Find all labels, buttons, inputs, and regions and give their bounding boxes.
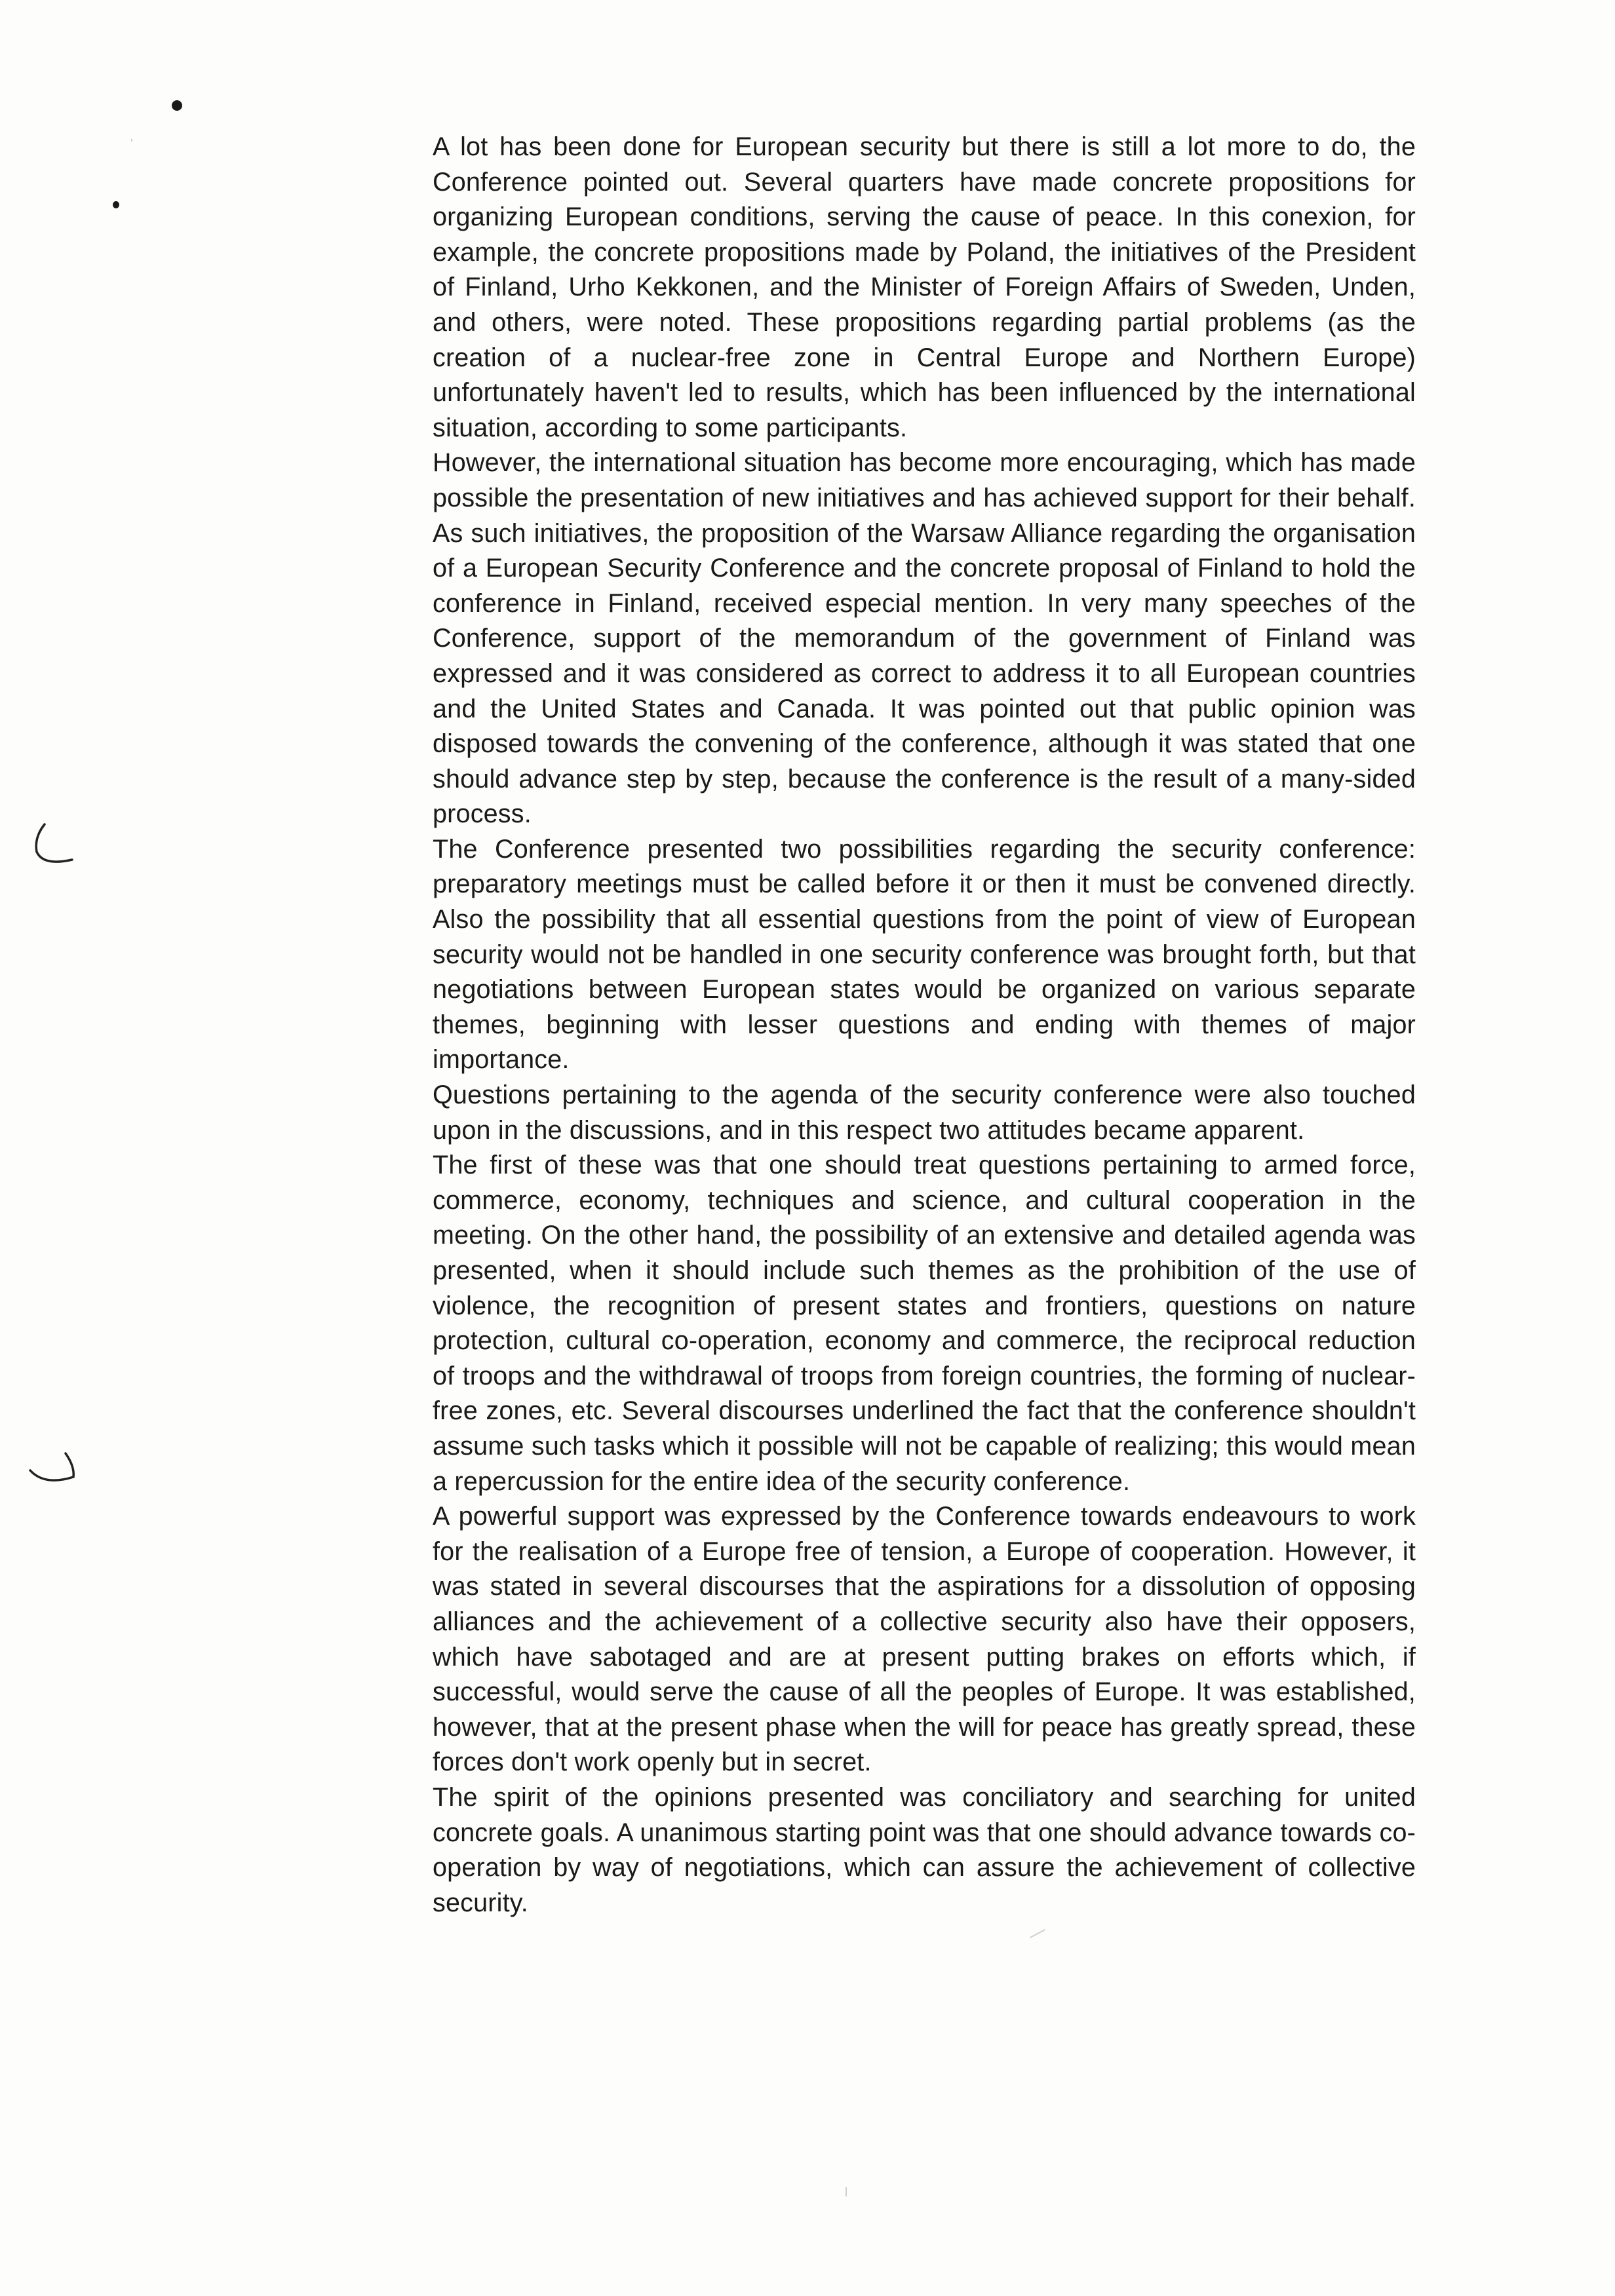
scan-speck <box>846 2187 847 2196</box>
pencil-mark <box>1030 1929 1045 1938</box>
ink-dot <box>113 201 119 208</box>
paragraph: Questions pertaining to the agenda of the security conference were also touched upon in the discussions, and in this respect two attitudes became apparent. <box>433 1081 1416 1145</box>
paragraph: However, the international situation has become more encouraging, which has made possible the presentation of new initiatives and has achieved support for their behalf. As such initiatives, the proposition of the Warsaw Alliance regarding the organisation of a European Security Conference and the concrete proposal of Finland to hold the conference in Finland, received especial mention. In very many speeches of the Conference, support of the memorandum of the government of Finland was expressed and it was considered as correct to address it to all European countries and the United States and Canada. It was pointed out that public opinion was disposed towards the convening of the conference, although it was stated that one should advance step by step, because the conference is the result of a many-sided process. <box>433 448 1416 829</box>
body-text <box>433 130 1416 1921</box>
paragraph: A lot has been done for European security but there is still a lot more to do, the Conference pointed out. Several quarters have made concrete propositions for organizing European conditions, serving the cause of peace. In this conexion, for example, the concrete propositions made by Poland, the initiatives of the President of Finland, Urho Kekkonen, and the Minister of Foreign Affairs of Sweden, Unden, and others, were noted. These propositions regarding partial problems (as the creation of a nuclear-free zone in Central Europe and Northern Europe) unfortunately haven't led to results, which has been influenced by the international situation, according to some participants. <box>433 132 1416 442</box>
paragraph: A powerful support was expressed by the Conference towards endeavours to work for the realisation of a Europe free of tension, a Europe of cooperation. However, it was stated in several discourses that the aspirations for a dissolution of opposing alliances and the achievement of a collective security also have their opposers, which have sabotaged and are at present putting brakes on efforts which, if successful, would serve the cause of all the peoples of Europe. It was established, however, that at the present phase when the will for peace has greatly spread, these forces don't work openly but in secret. <box>433 1502 1416 1777</box>
paragraph: The first of these was that one should treat questions pertaining to armed force, commerce, economy, techniques and science, and cultural cooperation in the meeting. On the other hand, the possibility of an extensive and detailed agenda was presented, when it should include such themes as the prohibition of the use of violence, the recognition of present states and frontiers, questions on nature protection, cultural co-operation, economy and commerce, the reciprocal reduction of troops and the withdrawal of troops from foreign countries, the forming of nuclear-free zones, etc. Several discourses underlined the fact that the conference shouldn't assume such tasks which it possible will not be capable of realizing; this would mean a repercussion for the entire idea of the security conference. <box>433 1151 1416 1496</box>
paragraph: The Conference presented two possibilities regarding the security conference: preparatory meetings must be called before it or then it must be convened directly. Also the possibility that all essential questions from the point of view of European security would not be handled in one security conference was brought forth, but that negotiations between European states would be organized on various separate themes, beginning with lesser questions and ending with themes of major importance. <box>433 834 1416 1075</box>
ink-dot <box>172 100 182 111</box>
punch-hole-mark <box>25 819 77 878</box>
scan-speck <box>131 139 132 142</box>
paragraph: The spirit of the opinions presented was conciliatory and searching for united concrete goals. A unanimous starting point was that one should advance towards co-operation by way of negotiations, which can assure the achievement of collective security. <box>433 1782 1416 1917</box>
punch-hole-mark <box>25 1442 84 1501</box>
